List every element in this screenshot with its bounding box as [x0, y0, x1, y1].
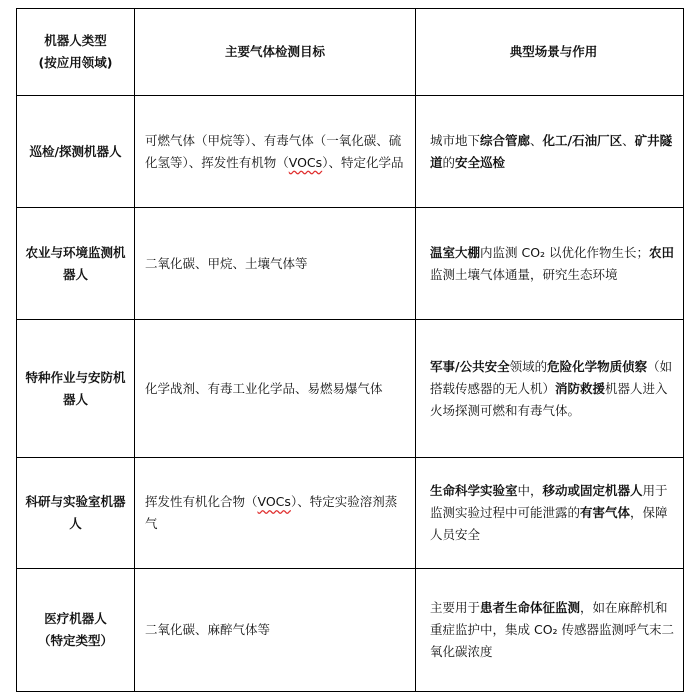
- table-row: [17, 208, 684, 320]
- cell-gas-targets: 化学战剂、有毒工业化学品、易燃易爆气体: [135, 320, 416, 458]
- robot-gas-table: [16, 8, 684, 692]
- vocs-term: VOCs: [288, 154, 323, 170]
- table-row: [17, 569, 684, 692]
- cell-robot-type: 特种作业与安防机器人: [17, 320, 135, 458]
- cell-gas-targets: 二氧化碳、麻醉气体等: [135, 569, 416, 692]
- vocs-term: VOCs: [257, 494, 291, 509]
- header-gas-targets: 主要气体检测目标: [135, 9, 416, 96]
- cell-robot-type: 农业与环境监测机器人: [17, 208, 135, 320]
- cell-robot-type: 巡检/探测机器人: [17, 96, 135, 208]
- header-scenarios: 典型场景与作用: [416, 9, 684, 96]
- table-row: [17, 458, 684, 569]
- table-row: [17, 96, 684, 208]
- cell-gas-targets: 挥发性有机化合物（VOCs）、特定实验溶剂蒸气: [135, 458, 416, 569]
- cell-robot-type: 科研与实验室机器人: [17, 458, 135, 569]
- cell-robot-type: 医疗机器人 （特定类型）: [17, 569, 135, 692]
- cell-gas-targets: 可燃气体（甲烷等）、有毒气体（一氧化碳、硫化氢等）、挥发性有机物（VOCs）、特定化学品: [135, 96, 416, 208]
- cell-scenarios: 生命科学实验室中，移动或固定机器人用于监测实验过程中可能泄露的有害气体，保障人员安全: [416, 458, 684, 569]
- cell-scenarios: 城市地下综合管廊、化工/石油厂区、矿井隧道的安全巡检: [416, 96, 684, 208]
- header-robot-type: 机器人类型 (按应用领域): [17, 9, 135, 96]
- table-row: [17, 320, 684, 458]
- cell-scenarios: 主要用于患者生命体征监测，如在麻醉机和重症监护中，集成 CO₂ 传感器监测呼气末二氧化碳浓度: [416, 569, 684, 692]
- cell-scenarios: 温室大棚内监测 CO₂ 以优化作物生长；农田监测土壤气体通量，研究生态环境: [416, 208, 684, 320]
- table-header-row: [17, 9, 684, 96]
- cell-scenarios: 军事/公共安全领域的危险化学物质侦察（如搭载传感器的无人机）消防救援机器人进入火场探测可燃和有毒气体。: [416, 320, 684, 458]
- cell-gas-targets: 二氧化碳、甲烷、土壤气体等: [135, 208, 416, 320]
